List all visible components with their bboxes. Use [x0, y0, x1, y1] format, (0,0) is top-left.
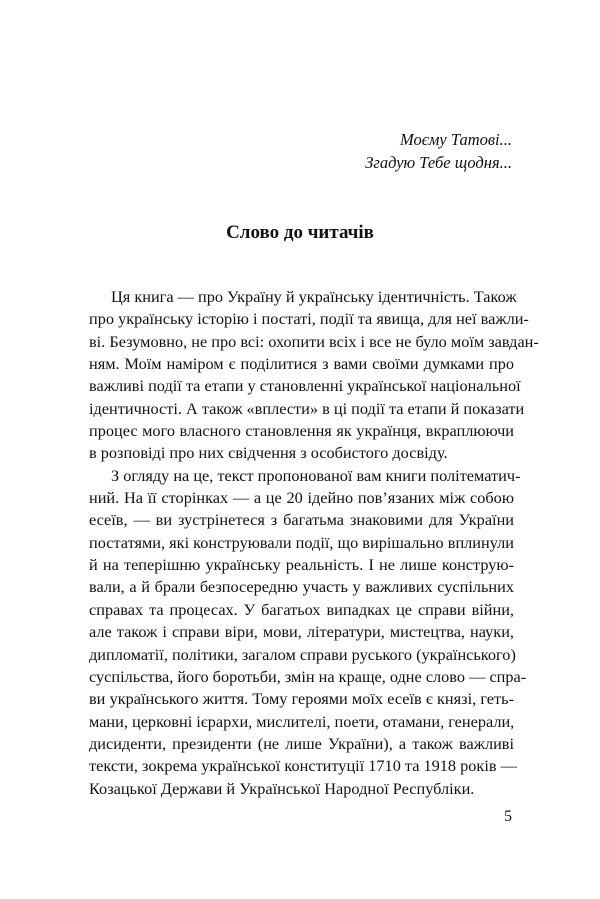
text-line: й на теперішню українську реальність. І не лише конструю-	[89, 555, 514, 575]
text-line: ві. Безумовно, не про всі: охопити всіх і все не було моїм завдан-	[89, 331, 539, 351]
text-line: Козацької Держави й Української Народної Республіки.	[89, 778, 475, 798]
paragraph-2	[89, 465, 527, 800]
text-line: важливі події та етапи у становленні української національної	[89, 376, 521, 396]
epigraph-line: Згадую Тебе щодня...	[365, 153, 512, 172]
text-line: ням. Моїм наміром є поділитися з вами своїми думками про	[89, 354, 514, 374]
text-line: в розповіді про них свідчення з особистого досвіду.	[89, 443, 448, 463]
body-text	[89, 286, 539, 800]
chapter-heading: Слово до читачів	[226, 222, 374, 243]
text-line: справах та процесах. У багатьох випадках це справи війни,	[89, 599, 514, 619]
text-line: постатями, які конструювали події, що вирішально вплинули	[89, 532, 514, 552]
page-number: 5	[504, 808, 512, 825]
text-line: суспільства, його боротьби, змін на краще, одне слово — спра-	[89, 666, 527, 686]
text-line: процес мого власного становлення як українця, вкраплюючи	[89, 421, 514, 441]
text-line: есеїв, — ви зустрінетеся з багатьма знаковими для України	[89, 510, 514, 530]
text-line	[89, 465, 521, 487]
text-line	[89, 286, 517, 308]
text-line: тексти, зокрема української конституції 1710 та 1918 років —	[89, 756, 517, 776]
text-line: дисиденти, президенти (не лише України), а також важливі	[89, 733, 514, 753]
text-line: ідентичності. А також «вплести» в ці події та етапи й показати	[89, 398, 525, 418]
paragraph-1	[89, 286, 539, 465]
text-line: вали, а й брали безпосередню участь у важливих суспільних	[89, 577, 514, 597]
text-line: дипломатії, політики, загалом справи руського (українського)	[89, 644, 516, 664]
epigraph-line: Моєму Татові...	[399, 130, 512, 149]
text-line: ний. На її сторінках — а це 20 ідейно пов’язаних між собою	[89, 488, 514, 508]
text-line: але також і справи віри, мови, літератури, мистецтва, науки,	[89, 622, 514, 642]
epigraph	[365, 128, 512, 174]
text-line: ви українського життя. Тому героями моїх есеїв є князі, геть-	[89, 689, 514, 709]
text-line-content: З огляду на це, текст пропонованої вам книги політематич-	[111, 465, 521, 485]
text-line-content: Ця книга — про Україну й українську ідентичність. Також	[111, 287, 517, 306]
text-line: про українську історію і постаті, події та явища, для неї важли-	[89, 309, 529, 329]
text-line: мани, церковні ієрархи, мислителі, поети, отамани, генерали,	[89, 711, 515, 731]
